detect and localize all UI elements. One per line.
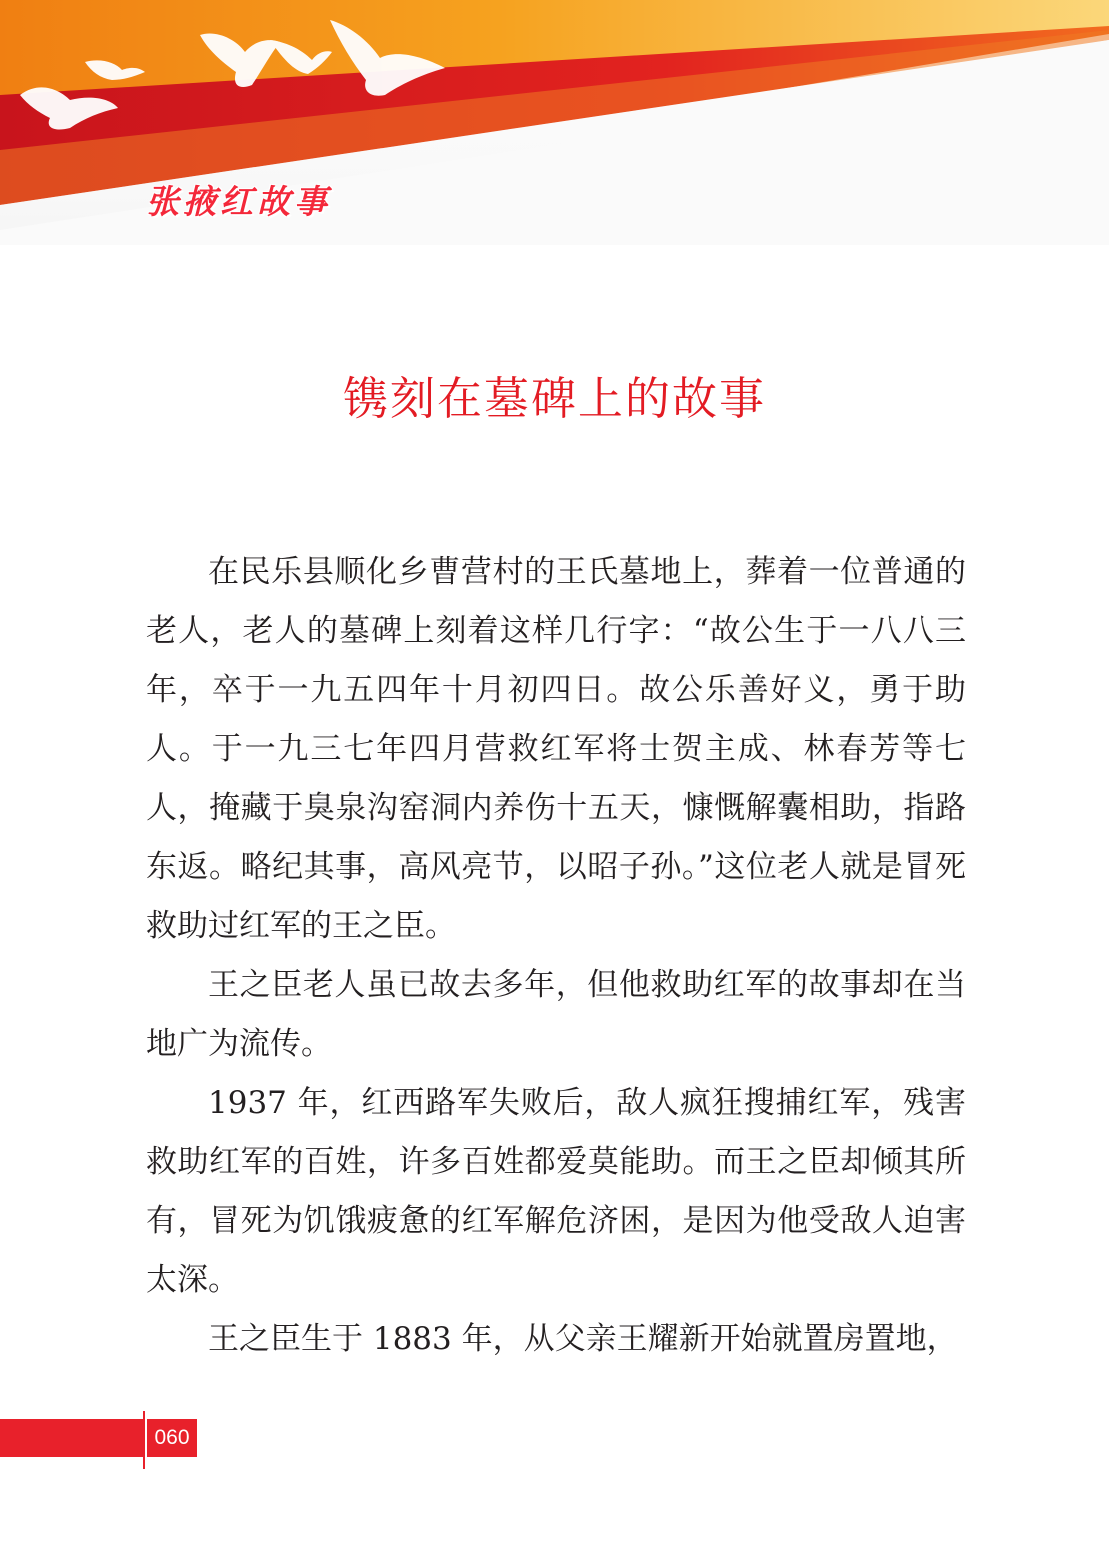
paragraph: 王之臣生于 1883 年，从父亲王耀新开始就置房置地，	[208, 1321, 958, 1357]
article-body	[146, 543, 966, 1369]
footer-divider	[143, 1411, 145, 1469]
page-number: 060	[147, 1419, 197, 1457]
header-banner	[0, 0, 1109, 245]
paragraph: 在民乐县顺化乡曹营村的王氏墓地上，葬着一位普通的老人，老人的墓碑上刻着这样几行字：“故公生于一八八三年，卒于一九五四年十月初四日。故公乐善好义，勇于助人。于一九三七年四月营救红军将士贺主成、林春芳等七人，掩藏于臭泉沟窑洞内养伤十五天，慷慨解囊相助，指路东返。略纪其事，高风亮节，以昭子孙。”这位老人就是冒死救助过红军的王之臣。	[146, 554, 966, 944]
paragraph: 王之臣老人虽已故去多年，但他救助红军的故事却在当地广为流传。	[146, 967, 966, 1062]
article-title: 镌刻在墓碑上的故事	[342, 372, 766, 425]
series-title: 张掖红故事	[146, 182, 331, 221]
footer-bar	[0, 1419, 143, 1457]
paragraph: 1937 年，红西路军失败后，敌人疯狂搜捕红军，残害救助红军的百姓，许多百姓都爱莫能助。而王之臣却倾其所有，冒死为饥饿疲惫的红军解危济困，是因为他受敌人迫害太深。	[146, 1085, 966, 1298]
